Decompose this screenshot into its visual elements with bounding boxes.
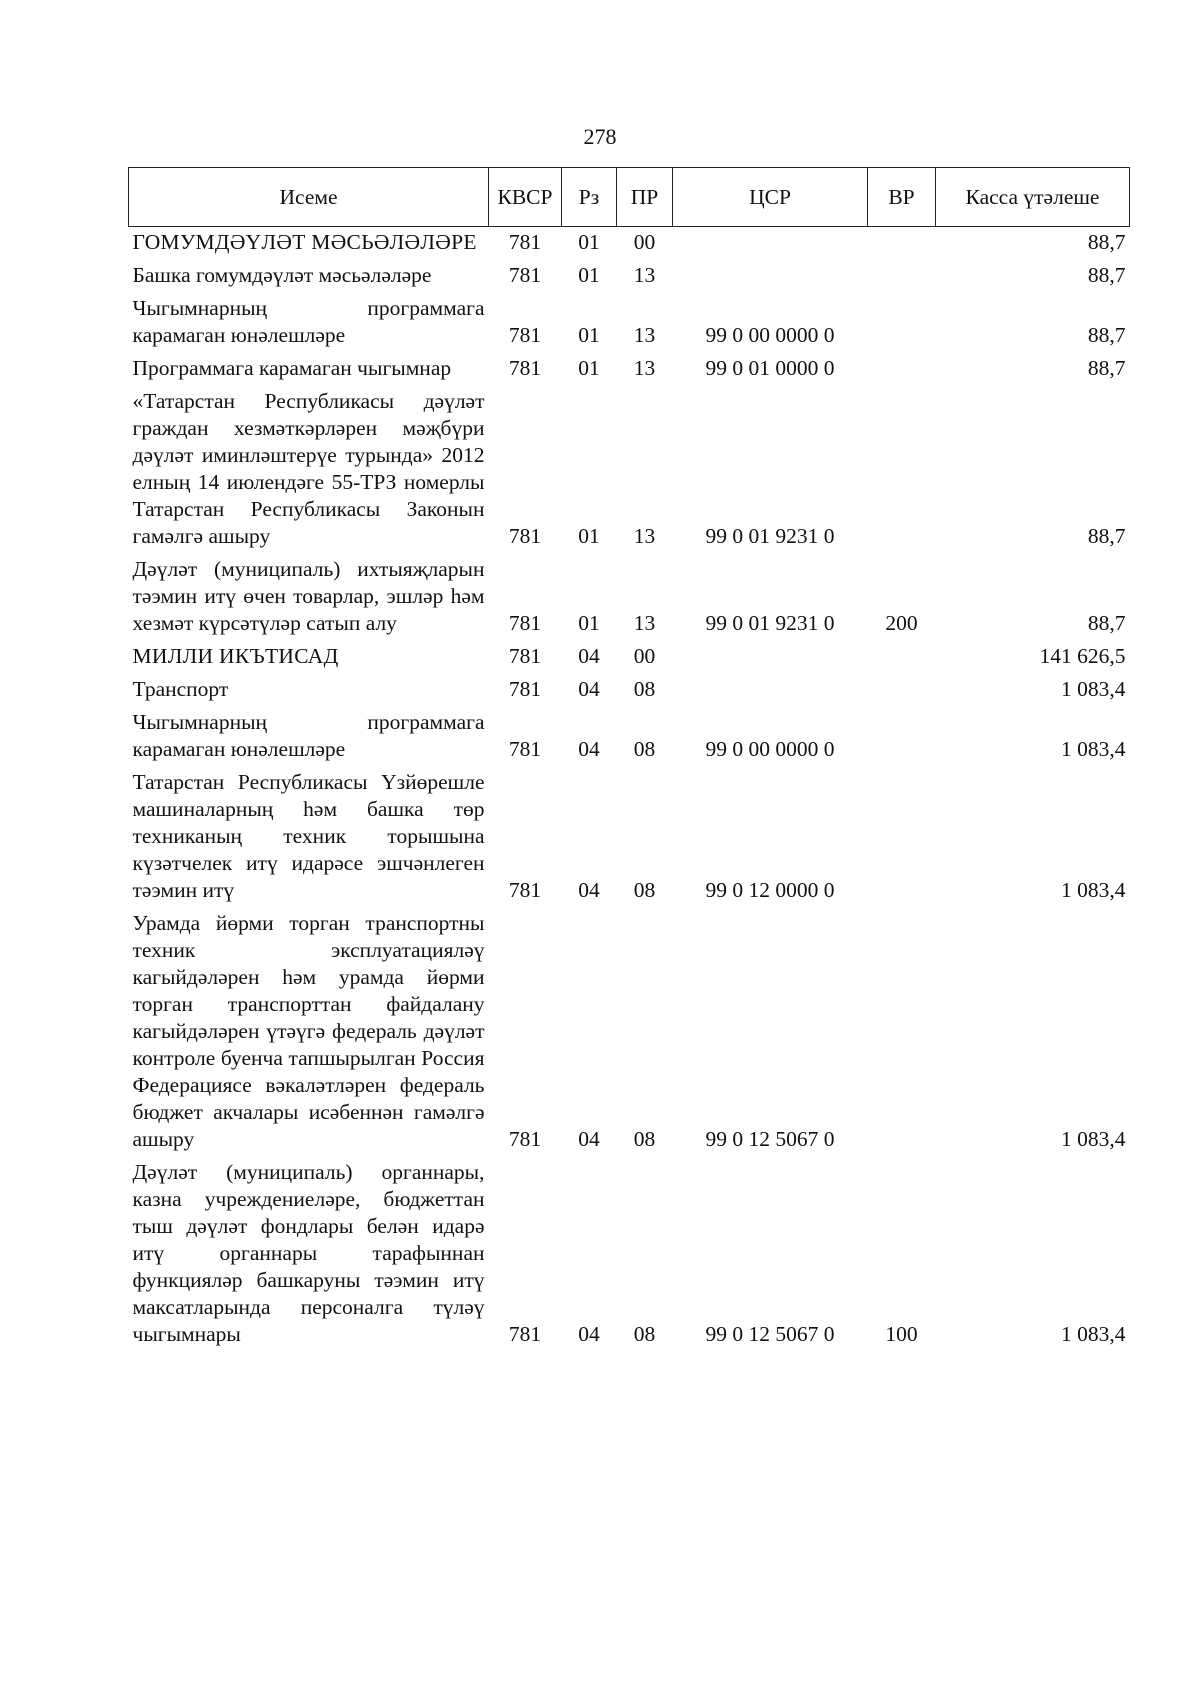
- row-kvsr: 781: [508, 878, 542, 902]
- row-csr: 99 0 00 0000 0: [705, 323, 835, 347]
- row-vr: [868, 908, 936, 1157]
- header-pr: ПР: [617, 168, 673, 227]
- table-row: [129, 386, 1130, 554]
- row-vr: 200: [885, 611, 918, 635]
- row-pr: 13: [633, 356, 656, 380]
- row-pr: 13: [633, 524, 656, 548]
- row-rz: 01: [578, 323, 600, 347]
- row-name: Транспорт: [132, 677, 229, 701]
- table-row: [129, 227, 1130, 261]
- header-name: Исеме: [129, 168, 489, 227]
- row-vr: [868, 707, 936, 767]
- row-rz: 01: [578, 611, 600, 635]
- row-kvsr: 781: [508, 524, 542, 548]
- row-csr: 99 0 12 5067 0: [705, 1322, 835, 1346]
- row-kvsr: 781: [508, 644, 542, 668]
- row-name: Татарстан Республикасы Үзйөрешле машиналарның һәм башка төр техниканың техник торышына күзәтчелек итү идарәсе эшчәнлеген тәэмин итү: [132, 770, 485, 902]
- row-amount: 88,7: [1087, 524, 1126, 548]
- row-name: Урамда йөрми торган транспортны техник эксплуатацияләү кагыйдәләрен һәм урамда йөрми торган транспорттан файдалану кагыйдәләрен үтәүгә федераль дәүләт контроле буенча тапшырылган Россия Федерациясе вәкаләтләрен федераль бюджет акчалары исәбеннән гамәлгә ашыру: [132, 911, 485, 1151]
- header-kvsr: КВСР: [489, 168, 562, 227]
- row-name: Программага карамаган чыгымнар: [132, 356, 452, 380]
- row-kvsr: 781: [508, 323, 542, 347]
- row-rz: 04: [578, 644, 600, 668]
- row-pr: 00: [633, 230, 656, 254]
- table-row: [129, 641, 1130, 674]
- row-csr: [673, 641, 868, 674]
- row-kvsr: 781: [508, 1127, 542, 1151]
- row-name: Дәүләт (муниципаль) органнары, казна учреждениеләре, бюджеттан тыш дәүләт фондлары белән идарә итү органнары тарафыннан функцияләр башкаруны тәэмин итү максатларында персоналга түләү чыгымнары: [132, 1160, 485, 1346]
- row-rz: 01: [578, 356, 600, 380]
- row-rz: 04: [578, 878, 600, 902]
- row-vr: [868, 227, 936, 261]
- table-row: [129, 293, 1130, 353]
- row-name: ГОМУМДӘҮЛӘТ МӘСЬӘЛӘЛӘРЕ: [132, 230, 477, 254]
- row-kvsr: 781: [508, 356, 542, 380]
- row-pr: 08: [633, 1127, 656, 1151]
- row-name: Чыгымнарның программага карамаган юнәлешләре: [132, 710, 485, 761]
- row-pr: 08: [633, 677, 656, 701]
- row-amount: 1 083,4: [1061, 1127, 1126, 1151]
- row-vr: 100: [885, 1322, 918, 1346]
- table-row: [129, 908, 1130, 1157]
- row-name: Дәүләт (муниципаль) ихтыяҗларын тәэмин итү өчен товарлар, эшләр һәм хезмәт күрсәтүләр сатып алу: [132, 557, 485, 635]
- row-amount: 1 083,4: [1061, 1322, 1126, 1346]
- row-vr: [868, 293, 936, 353]
- row-kvsr: 781: [508, 611, 542, 635]
- row-kvsr: 781: [508, 677, 542, 701]
- table-row: [129, 554, 1130, 641]
- row-amount: 88,7: [1087, 323, 1126, 347]
- row-pr: 13: [633, 263, 656, 287]
- row-vr: [868, 260, 936, 293]
- table-header-row: [129, 168, 1130, 227]
- row-csr: 99 0 00 0000 0: [705, 737, 835, 761]
- header-vr: ВР: [868, 168, 936, 227]
- row-amount: 1 083,4: [1061, 677, 1126, 701]
- row-csr: [673, 674, 868, 707]
- row-pr: 08: [633, 737, 656, 761]
- row-rz: 04: [578, 677, 600, 701]
- row-csr: 99 0 01 9231 0: [705, 611, 835, 635]
- row-kvsr: 781: [508, 1322, 542, 1346]
- row-rz: 01: [578, 524, 600, 548]
- row-rz: 04: [578, 737, 600, 761]
- row-amount: 88,7: [1087, 263, 1126, 287]
- table-row: [129, 353, 1130, 386]
- row-vr: [868, 641, 936, 674]
- row-rz: 04: [578, 1127, 600, 1151]
- row-csr: 99 0 12 5067 0: [705, 1127, 835, 1151]
- row-rz: 04: [578, 1322, 600, 1346]
- row-pr: 08: [633, 1322, 656, 1346]
- header-amount: Касса үтәлеше: [936, 168, 1130, 227]
- row-name: МИЛЛИ ИКЪТИСАД: [132, 644, 339, 668]
- row-kvsr: 781: [508, 737, 542, 761]
- row-pr: 08: [633, 878, 656, 902]
- table-row: [129, 707, 1130, 767]
- row-name: «Татарстан Республикасы дәүләт граждан хезмәткәрләрен мәҗбүри дәүләт иминләштерүе турында» 2012 елның 14 июлендәге 55-ТРЗ номерлы Татарстан Республикасы Законын гамәлгә ашыру: [132, 389, 485, 548]
- row-csr: [673, 260, 868, 293]
- row-kvsr: 781: [508, 263, 542, 287]
- table-row: [129, 674, 1130, 707]
- row-amount: 141 626,5: [1039, 644, 1126, 668]
- row-vr: [868, 674, 936, 707]
- row-pr: 00: [633, 644, 656, 668]
- row-pr: 13: [633, 323, 656, 347]
- table-row: [129, 1157, 1130, 1352]
- row-amount: 88,7: [1087, 356, 1126, 380]
- row-amount: 1 083,4: [1061, 878, 1126, 902]
- header-csr: ЦСР: [673, 168, 868, 227]
- table-row: [129, 260, 1130, 293]
- row-amount: 88,7: [1087, 611, 1126, 635]
- row-csr: [673, 227, 868, 261]
- row-kvsr: 781: [508, 230, 542, 254]
- row-csr: 99 0 01 0000 0: [705, 356, 835, 380]
- row-csr: 99 0 12 0000 0: [705, 878, 835, 902]
- page-number: 278: [583, 124, 617, 149]
- row-name: Чыгымнарның программага карамаган юнәлешләре: [132, 296, 485, 347]
- row-vr: [868, 386, 936, 554]
- row-rz: 01: [578, 263, 600, 287]
- row-amount: 1 083,4: [1061, 737, 1126, 761]
- header-rz: Рз: [562, 168, 617, 227]
- row-csr: 99 0 01 9231 0: [705, 524, 835, 548]
- row-amount: 88,7: [1087, 230, 1126, 254]
- table-body: [129, 227, 1130, 1353]
- row-name: Башка гомумдәүләт мәсьәләләре: [132, 263, 432, 287]
- row-rz: 01: [578, 230, 600, 254]
- table-row: [129, 767, 1130, 908]
- budget-table: [128, 167, 1130, 1352]
- row-vr: [868, 767, 936, 908]
- row-pr: 13: [633, 611, 656, 635]
- row-vr: [868, 353, 936, 386]
